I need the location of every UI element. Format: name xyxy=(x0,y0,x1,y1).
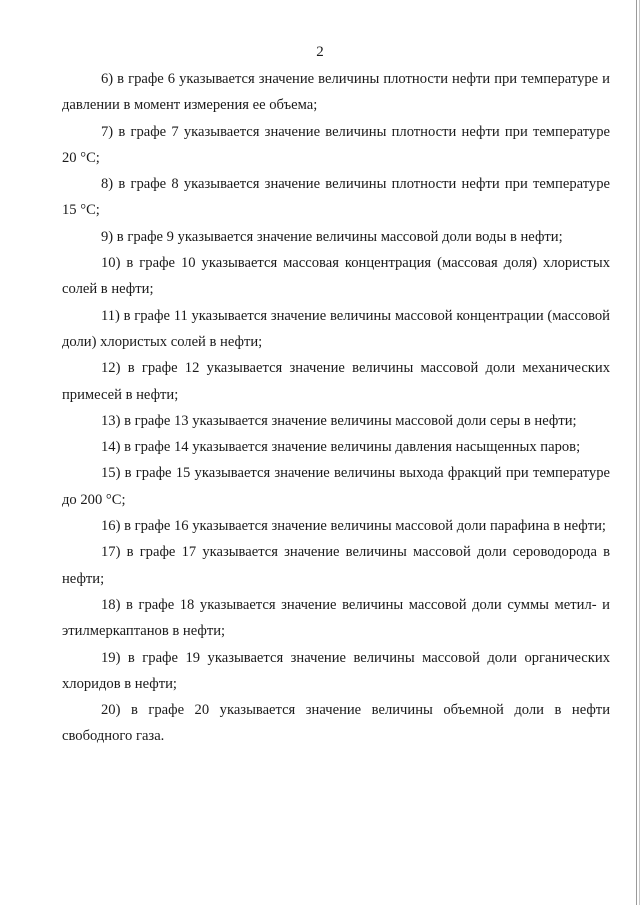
paragraph-item-19: 19) в графе 19 указывается значение величины массовой доли органических хлоридов в нефти; xyxy=(62,649,610,692)
paragraph-item-11: 11) в графе 11 указывается значение величины массовой концентрации (массовой доли) хлористых солей в нефти; xyxy=(62,307,610,350)
paragraph-item-12: 12) в графе 12 указывается значение величины массовой доли механических примесей в нефти; xyxy=(62,360,610,403)
paragraph-item-18: 18) в графе 18 указывается значение величины массовой доли суммы метил- и этилмеркаптанов в нефти; xyxy=(62,596,610,640)
paragraph-item-16: 16) в графе 16 указывается значение величины массовой доли парафина в нефти; xyxy=(101,518,606,535)
paragraph-item-6: 6) в графе 6 указывается значение величины плотности нефти при температуре и давлении в момент измерения ее объема; xyxy=(62,71,610,114)
paragraph-item-14: 14) в графе 14 указывается значение величины давления насыщенных паров; xyxy=(101,439,581,456)
paragraph-item-8: 8) в графе 8 указывается значение величины плотности нефти при температуре 15 °C; xyxy=(62,176,610,219)
paragraph-item-9: 9) в графе 9 указывается значение величины массовой доли воды в нефти; xyxy=(101,228,563,245)
paragraph-item-13: 13) в графе 13 указывается значение величины массовой доли серы в нефти; xyxy=(101,412,577,429)
paragraph-item-7: 7) в графе 7 указывается значение величины плотности нефти при температуре 20 °C; xyxy=(62,123,610,166)
paragraph-item-10: 10) в графе 10 указывается массовая концентрация (массовая доля) хлористых солей в нефти; xyxy=(62,255,610,298)
document-body xyxy=(62,66,610,750)
scan-edge-line xyxy=(636,0,637,905)
paragraph-item-17: 17) в графе 17 указывается значение величины массовой доли сероводорода в нефти; xyxy=(62,544,610,587)
paragraph-item-20: 20) в графе 20 указывается значение величины объемной доли в нефти свободного газа. xyxy=(62,702,610,745)
page-number: 2 xyxy=(316,44,324,60)
paragraph-item-15: 15) в графе 15 указывается значение величины выхода фракций при температуре до 200 °C; xyxy=(62,465,610,508)
